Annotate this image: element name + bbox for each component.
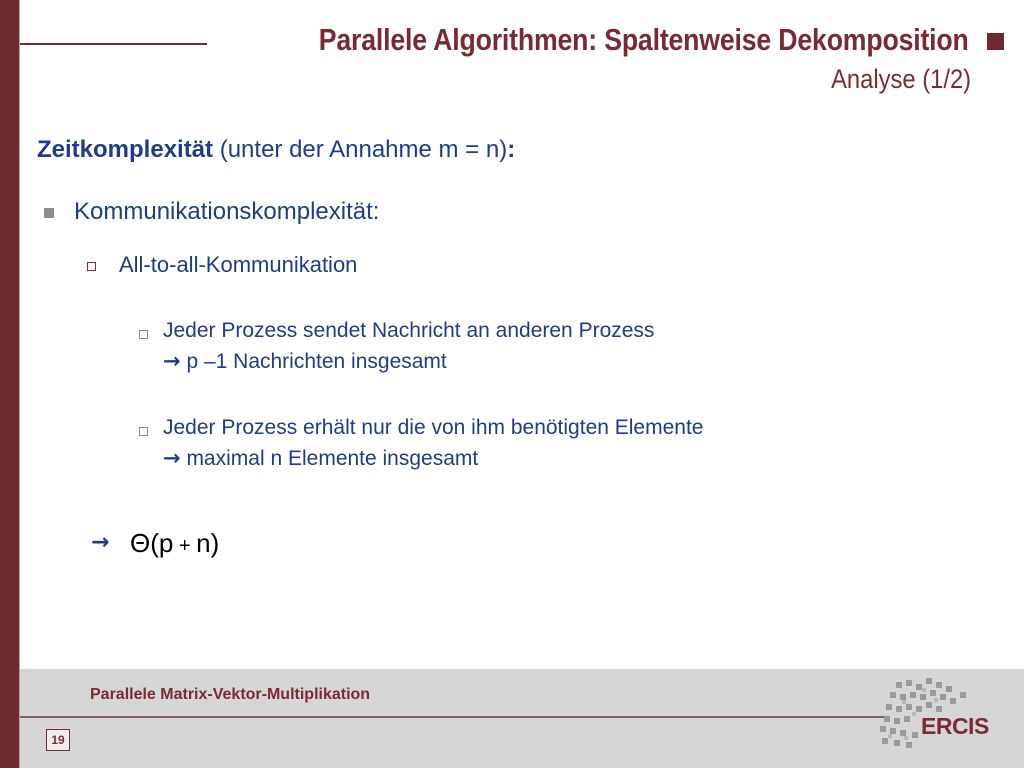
point-text: Jeder Prozess sendet Nachricht an anderen Prozess [163,319,655,342]
formula-part-a: Θ(p [130,528,174,558]
section-heading [37,136,515,164]
small-square-bullet-icon [139,330,148,339]
header-rule [20,43,207,45]
point-text: Jeder Prozess erhält nur die von ihm benötigten Elemente [163,416,704,439]
bullet-level2: All-to-all-Kommunikation [119,252,358,277]
left-accent-bar [0,0,19,768]
heading-colon: : [507,136,516,163]
consequence-text: maximal n Elemente insgesamt [180,447,479,470]
small-square-bullet-icon [139,427,148,436]
bullet-level3-item [163,413,703,474]
footer-band [20,669,1024,768]
arrow-right-icon: → [91,530,110,555]
formula-part-b: n) [196,528,220,558]
bullet-level1: Kommunikationskomplexität: [74,198,380,225]
slide-title: Parallele Algorithmen: Spaltenweise Dekomposition [319,22,969,57]
page-number: 19 [46,729,70,751]
formula-plus: + [173,535,197,557]
hollow-square-bullet-icon [87,262,96,271]
heading-bold: Zeitkomplexität [37,136,214,163]
arrow-right-icon: → [163,349,181,373]
consequence-text: p –1 Nachrichten insgesamt [180,350,447,373]
slide-subtitle: Analyse (1/2) [831,64,971,94]
arrow-right-icon: → [163,446,181,470]
heading-text: (unter der Annahme m = n) [213,136,508,163]
point-consequence [163,443,703,474]
bullet-level3-item [163,316,654,377]
title-square-icon [987,33,1004,50]
result-formula [130,528,219,559]
footer-course-title: Parallele Matrix-Vektor-Multiplikation [90,686,371,703]
point-consequence [163,346,654,377]
square-bullet-icon [44,208,54,218]
left-accent-line [19,0,20,768]
footer-rule [20,716,890,718]
logo-text: ERCIS [921,713,989,739]
